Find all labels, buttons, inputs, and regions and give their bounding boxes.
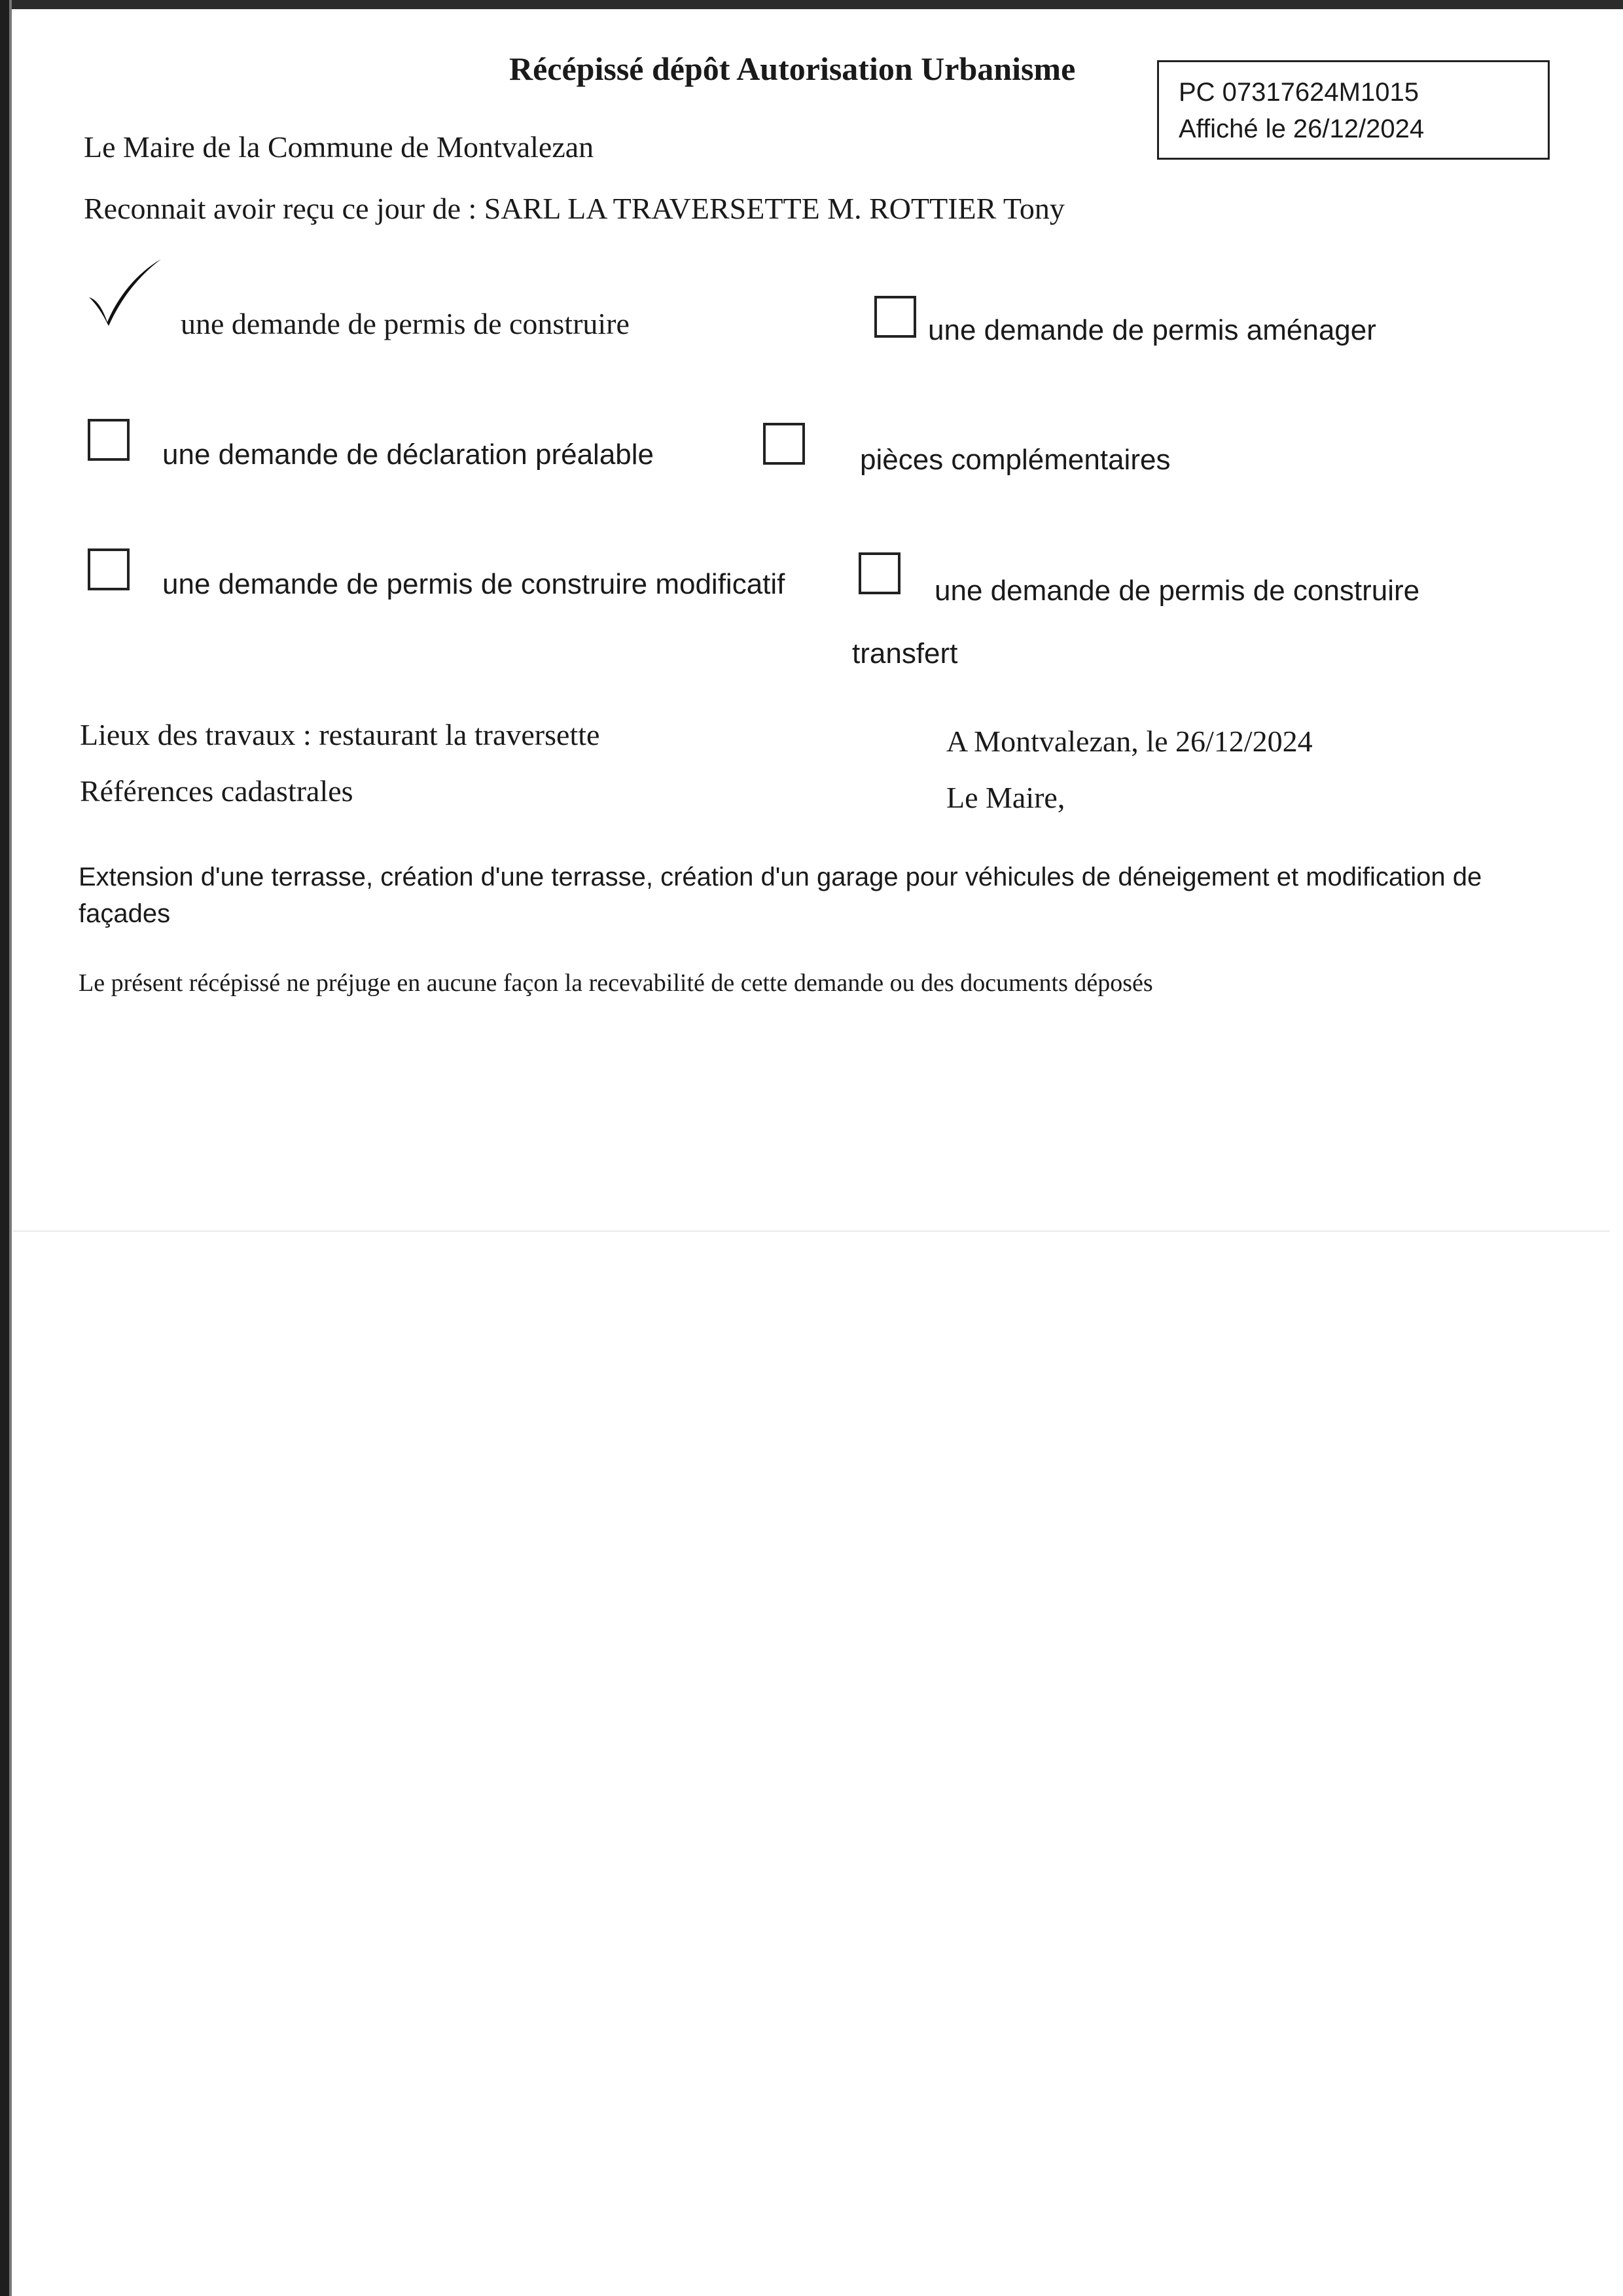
option-permis-construire-label: une demande de permis de construire xyxy=(181,307,630,340)
works-description: Extension d'une terrasse, création d'une terrasse, création d'un garage pour véhicules de déneigement et modification de façades xyxy=(79,863,1482,928)
checkbox-pieces-complementaires[interactable] xyxy=(763,423,805,465)
cadastral-references: Références cadastrales xyxy=(80,774,353,808)
checkbox-declaration-prealable[interactable] xyxy=(88,419,130,461)
option-permis-transfert-label: une demande de permis de construire xyxy=(935,575,1420,607)
disclaimer: Le présent récépissé ne préjuge en aucune façon la recevabilité de cette demande ou des documents déposés xyxy=(79,969,1153,997)
option-pieces-complementaires-label: pièces complémentaires xyxy=(860,444,1171,476)
checkmark-icon xyxy=(85,257,164,329)
checkbox-permis-transfert[interactable] xyxy=(859,552,901,594)
scan-edge-left-inner xyxy=(9,0,12,2296)
scan-edge-top xyxy=(0,0,1623,9)
place-and-date: A Montvalezan, le 26/12/2024 xyxy=(946,725,1313,758)
checkbox-permis-amenager[interactable] xyxy=(874,296,916,338)
reference-box xyxy=(1157,60,1550,160)
signatory: Le Maire, xyxy=(946,781,1065,814)
mayor-line: Le Maire de la Commune de Montvalezan xyxy=(84,130,594,164)
document-title: Récépissé dépôt Autorisation Urbanisme xyxy=(509,50,1076,87)
works-location: Lieux des travaux : restaurant la traversette xyxy=(80,718,600,751)
page-fold-line xyxy=(13,1230,1610,1232)
scan-edge-left xyxy=(0,0,9,2296)
option-permis-modificatif-label: une demande de permis de construire modificatif xyxy=(162,568,785,600)
option-permis-transfert-label-cont: transfert xyxy=(852,637,958,670)
checkbox-permis-modificatif[interactable] xyxy=(88,548,130,590)
received-line: Reconnait avoir reçu ce jour de : SARL LA TRAVERSETTE M. ROTTIER Tony xyxy=(84,192,1065,225)
option-declaration-prealable-label: une demande de déclaration préalable xyxy=(162,439,654,471)
posted-date: Affiché le 26/12/2024 xyxy=(1179,115,1425,143)
permit-reference: PC 07317624M1015 xyxy=(1179,78,1419,107)
option-permis-amenager-label: une demande de permis aménager xyxy=(928,314,1376,346)
